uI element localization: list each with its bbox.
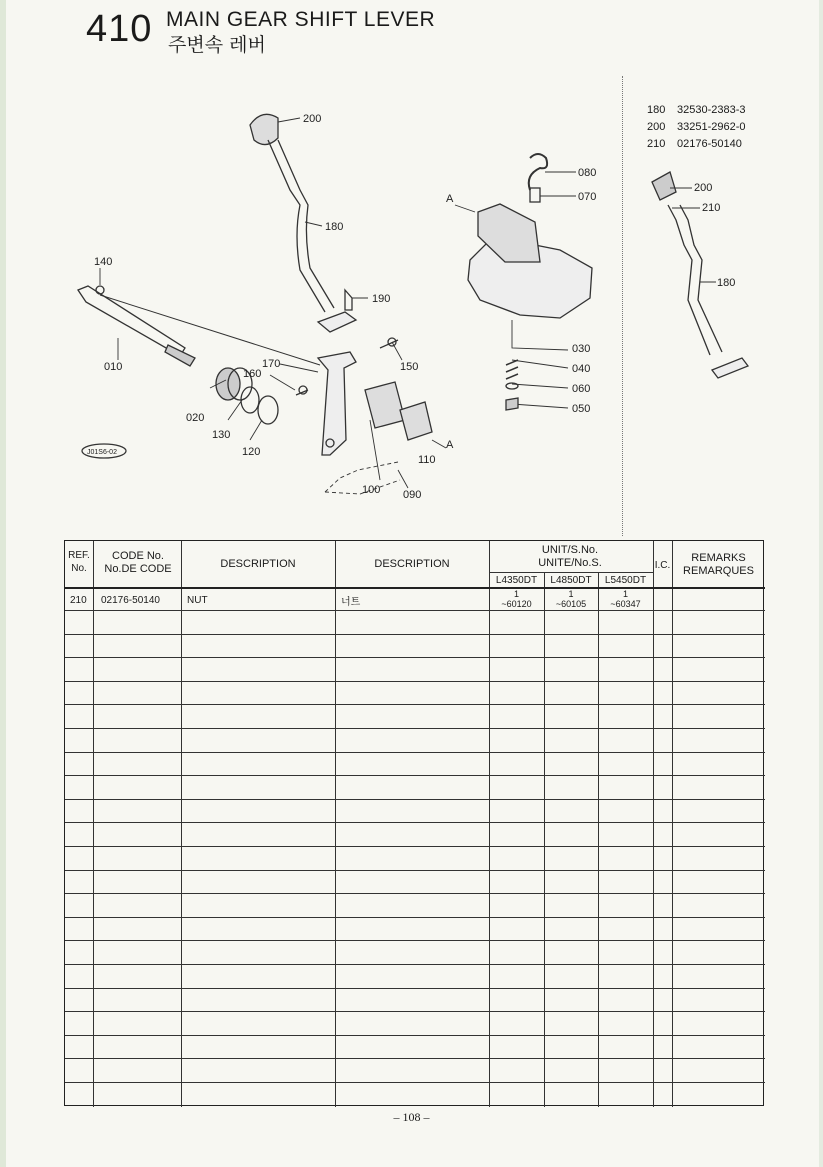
callout-110: 110 — [418, 454, 436, 466]
row-qty-l4350dt: 1 — [513, 589, 519, 599]
table-row-divider — [65, 728, 765, 729]
row-serial-l5450dt: ~60347 — [610, 599, 641, 609]
callout-200-small: 200 — [694, 182, 713, 194]
callout-210-small: 210 — [702, 202, 721, 214]
callout-100: 100 — [362, 484, 381, 496]
drawing-stamp: J01S6-02 — [87, 449, 117, 456]
collar-110 — [400, 402, 432, 440]
legend-row: 180 32530-2383-3 — [647, 104, 746, 116]
table-row-divider — [65, 964, 765, 965]
header-remarks: REMARKS REMARQUES — [683, 552, 754, 577]
table-row-divider — [65, 822, 765, 823]
row-ref: 210 — [70, 595, 87, 606]
callout-200: 200 — [303, 113, 322, 125]
page-title: MAIN GEAR SHIFT LEVER — [166, 8, 436, 31]
row-description-en: NUT — [187, 595, 208, 606]
callout-180-small: 180 — [717, 277, 736, 289]
small-lever — [652, 172, 676, 200]
lever-knob — [250, 114, 278, 144]
callout-a-upper: A — [446, 193, 454, 205]
table-row-divider — [65, 1035, 765, 1036]
callout-080: 080 — [578, 167, 597, 179]
callout-120: 120 — [242, 446, 261, 458]
row-qty-l4850dt: 1 — [568, 589, 574, 599]
bracket — [318, 352, 356, 455]
callout-140: 140 — [94, 256, 113, 268]
header-code: CODE No. No.DE CODE — [104, 550, 172, 575]
table-row-divider — [65, 988, 765, 989]
header-model-l4850dt: L4850DT — [550, 575, 592, 586]
callout-010: 010 — [104, 361, 123, 373]
collar-100 — [365, 382, 405, 428]
callout-190: 190 — [372, 293, 391, 305]
row-serial-l4850dt: ~60105 — [555, 599, 587, 609]
table-row-divider — [65, 775, 765, 776]
table-row-divider — [65, 870, 765, 871]
callout-060: 060 — [572, 383, 591, 395]
row-qty-l5450dt: 1 — [622, 589, 628, 599]
callout-150: 150 — [400, 361, 419, 373]
header-model-l5450dt: L5450DT — [604, 575, 647, 586]
lever-base — [318, 312, 356, 332]
table-row-divider — [65, 940, 765, 941]
page-number: – 108 – — [393, 1110, 430, 1124]
page-title-korean: 주변속 레버 — [168, 34, 266, 56]
header-description-ko: DESCRIPTION — [374, 558, 450, 570]
row-code: 02176-50140 — [101, 595, 160, 606]
callout-180: 180 — [325, 221, 344, 233]
callout-130: 130 — [212, 429, 231, 441]
callout-050: 050 — [572, 403, 591, 415]
callout-070: 070 — [578, 191, 597, 203]
table-row-divider — [65, 752, 765, 753]
row-description-ko: 너트 — [341, 597, 361, 608]
table-row-divider — [65, 704, 765, 705]
callout-170: 170 — [262, 358, 281, 370]
table-row-divider — [65, 799, 765, 800]
table-row-divider — [65, 893, 765, 894]
legend-row: 210 02176-50140 — [647, 138, 742, 150]
callout-160: 160 — [243, 368, 262, 380]
header-unit: UNIT/S.No. UNITE/No.S. — [538, 544, 602, 569]
callout-020: 020 — [186, 412, 205, 424]
callout-030: 030 — [572, 343, 591, 355]
table-row-divider — [65, 681, 765, 682]
legend-row: 200 33251-2962-0 — [647, 121, 746, 133]
row-serial-l4350dt: ~60120 — [501, 599, 532, 609]
section-number: 410 — [86, 8, 153, 50]
callout-090: 090 — [403, 489, 422, 501]
table-row-divider — [65, 917, 765, 918]
parts-table — [64, 540, 764, 1106]
table-row-divider — [65, 1011, 765, 1012]
table-row-divider — [65, 1082, 765, 1083]
table-row-divider — [65, 657, 765, 658]
parts-diagram — [0, 0, 823, 540]
table-row-divider — [65, 846, 765, 847]
header-ref: REF. No. — [68, 550, 90, 574]
callout-040: 040 — [572, 363, 591, 375]
callout-a-lower: A — [446, 439, 454, 451]
table-row-divider — [65, 1058, 765, 1059]
header-model-l4350dt: L4350DT — [495, 575, 538, 586]
header-description-en: DESCRIPTION — [220, 558, 296, 570]
table-row-divider — [65, 634, 765, 635]
header-ic: I.C. — [654, 560, 671, 571]
